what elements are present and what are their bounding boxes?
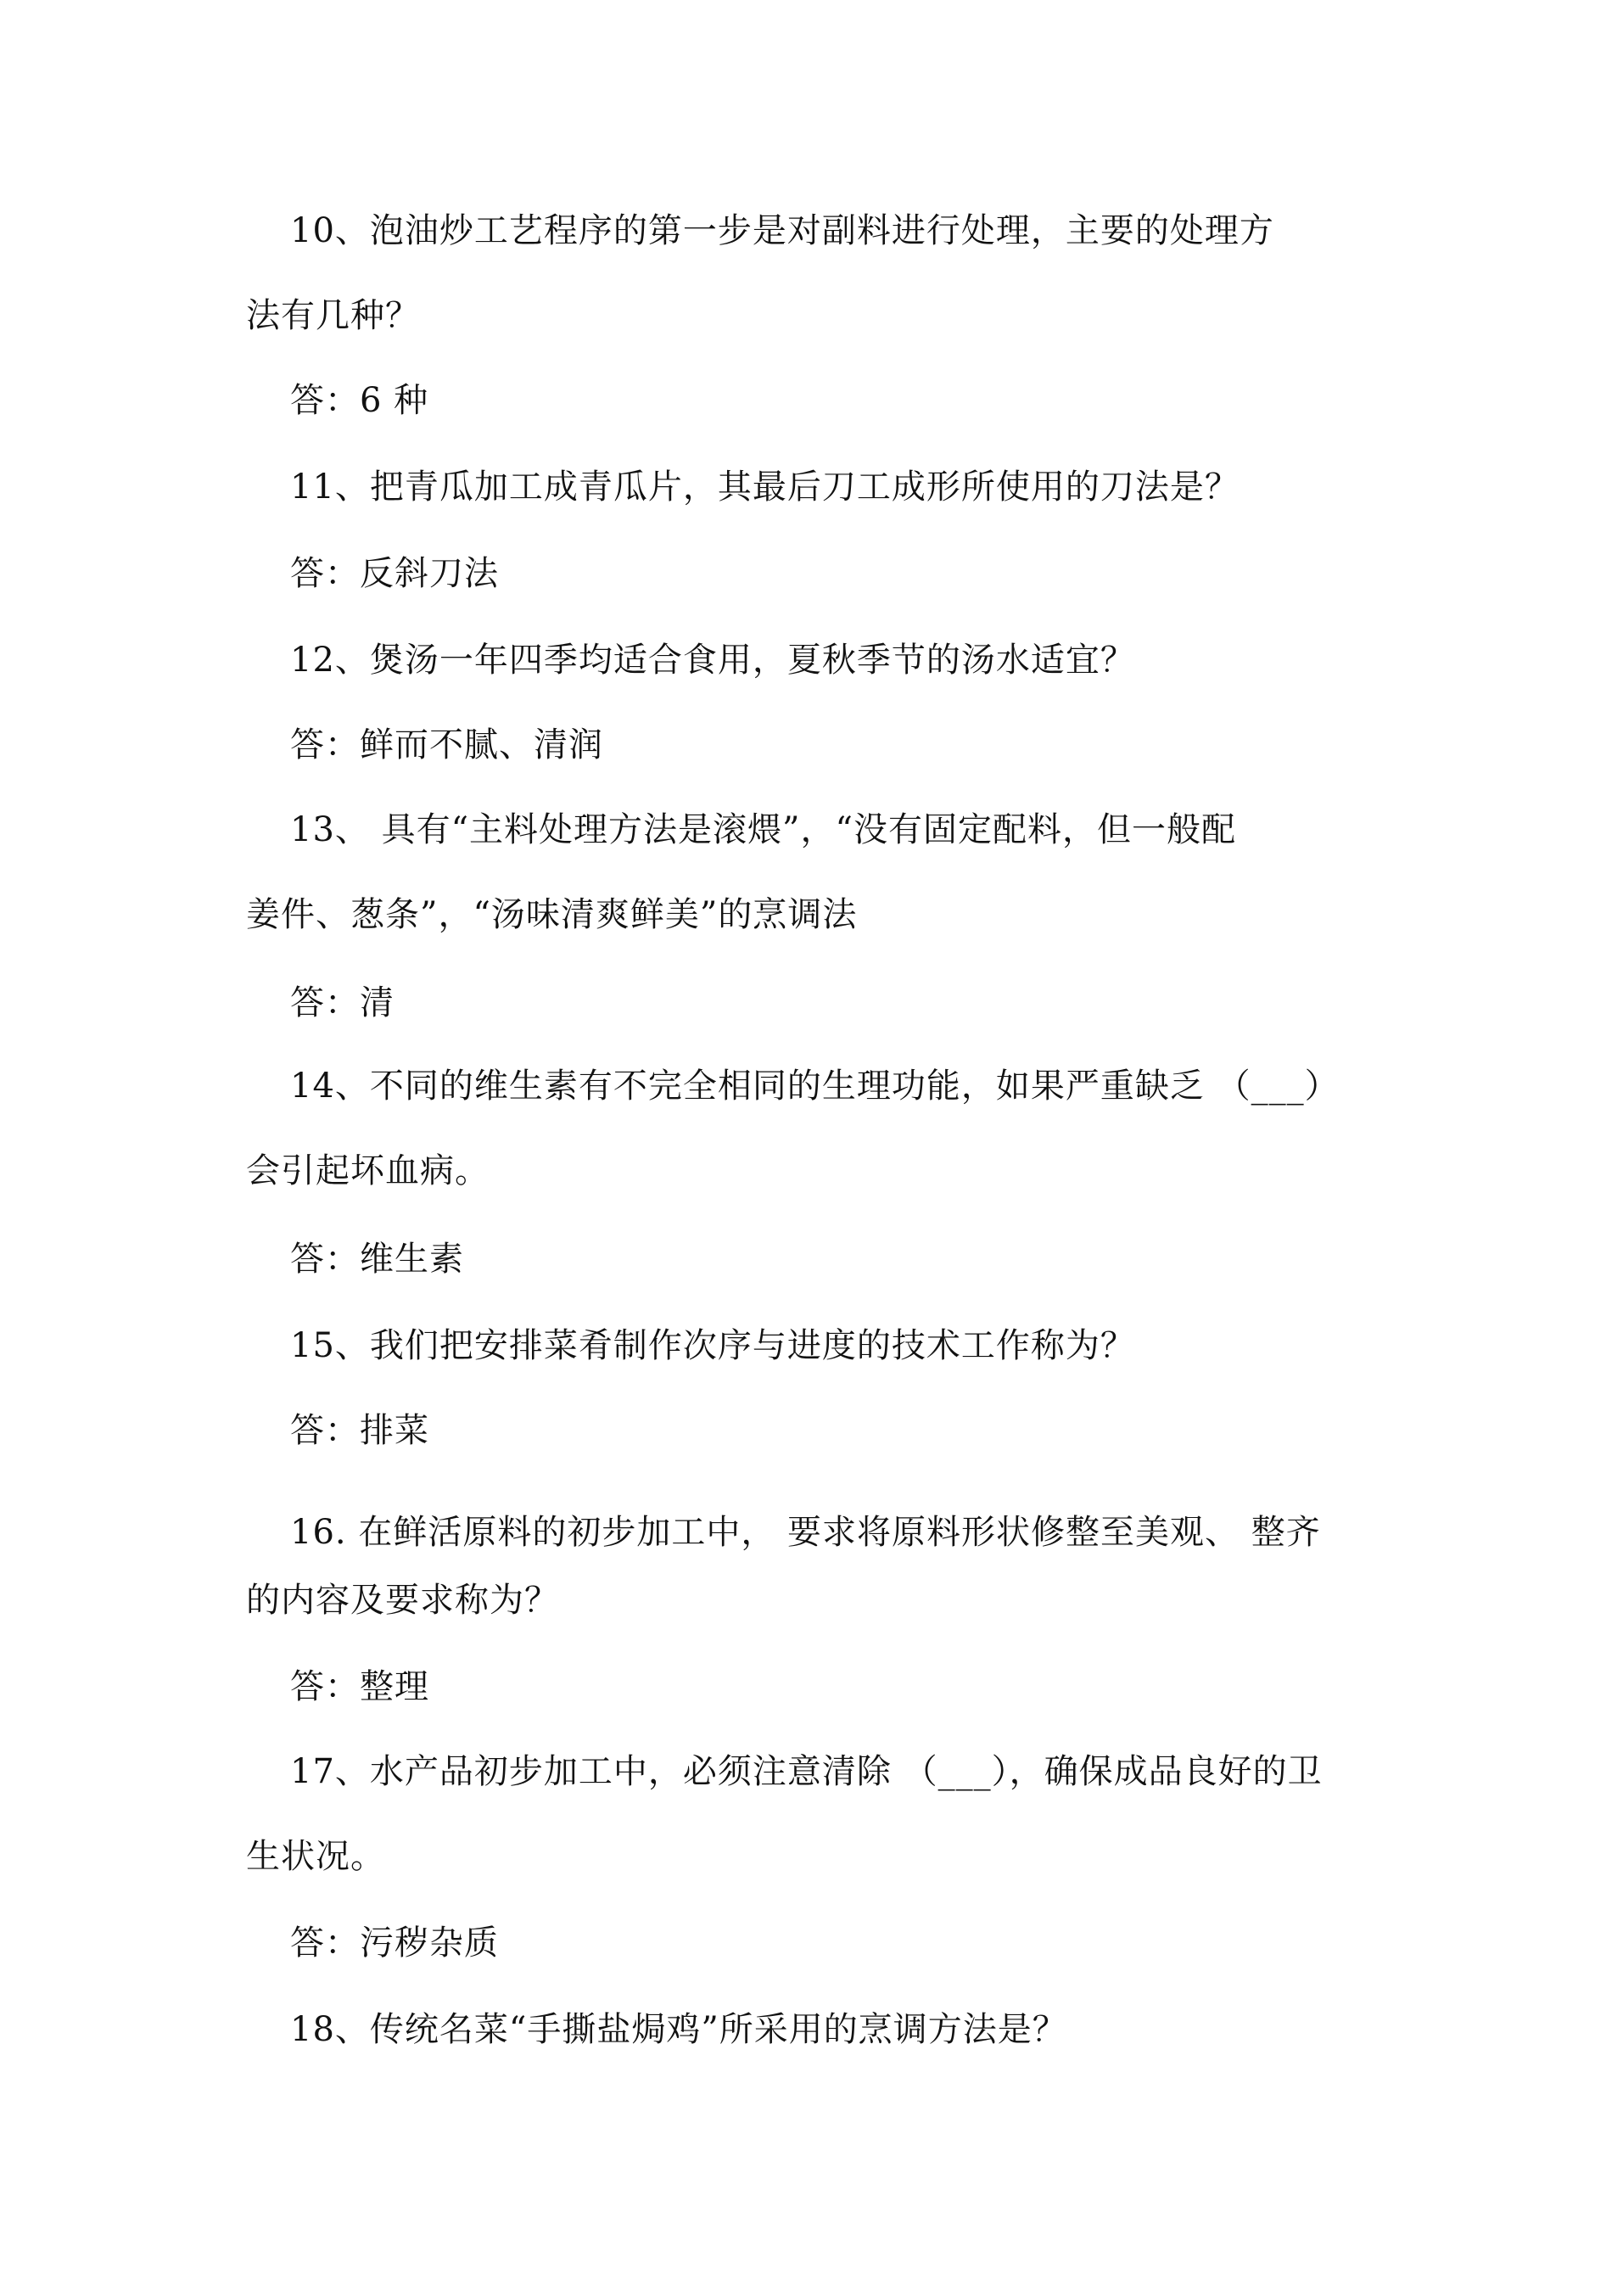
question-10-line-1: 10、泡油炒工艺程序的第一步是对副料进行处理，主要的处理方	[290, 211, 1274, 250]
answer-13: 答：清	[290, 983, 395, 1022]
question-10-line-2: 法有几种？	[246, 296, 420, 335]
question-17-line-1: 17、水产品初步加工中，必须注意清除 （___），确保成品良好的卫	[290, 1752, 1323, 1791]
question-13-line-2: 姜件、葱条”，“汤味清爽鲜美”的烹调法	[246, 895, 858, 934]
answer-14: 答：维生素	[290, 1240, 464, 1279]
question-16-line-2: 的内容及要求称为？	[246, 1581, 559, 1620]
question-11: 11、把青瓜加工成青瓜片，其最后刀工成形所使用的刀法是？	[290, 468, 1240, 507]
answer-16: 答：整理	[290, 1667, 429, 1706]
answer-11: 答：反斜刀法	[290, 554, 499, 593]
answer-15: 答：排菜	[290, 1411, 429, 1450]
answer-10: 答：6 种	[290, 381, 429, 420]
question-18: 18、传统名菜“手撕盐焗鸡”所采用的烹调方法是？	[290, 2010, 1067, 2049]
question-14-line-2: 会引起坏血病。	[246, 1151, 490, 1190]
question-12: 12、煲汤一年四季均适合食用，夏秋季节的汤水适宜？	[290, 641, 1135, 680]
question-17-line-2: 生状况。	[246, 1837, 385, 1876]
question-15: 15、我们把安排菜肴制作次序与进度的技术工作称为？	[290, 1326, 1135, 1365]
answer-17: 答：污秽杂质	[290, 1924, 499, 1963]
question-13-line-1: 13、 具有“主料处理方法是滚煨”，“没有固定配料，但一般配	[290, 810, 1236, 849]
question-14-line-1: 14、不同的维生素有不完全相同的生理功能，如果严重缺乏 （___）	[290, 1067, 1340, 1106]
question-16-line-1: 16. 在鲜活原料的初步加工中， 要求将原料形状修整至美观、 整齐	[290, 1513, 1321, 1552]
answer-12: 答：鲜而不腻、清润	[290, 725, 603, 764]
